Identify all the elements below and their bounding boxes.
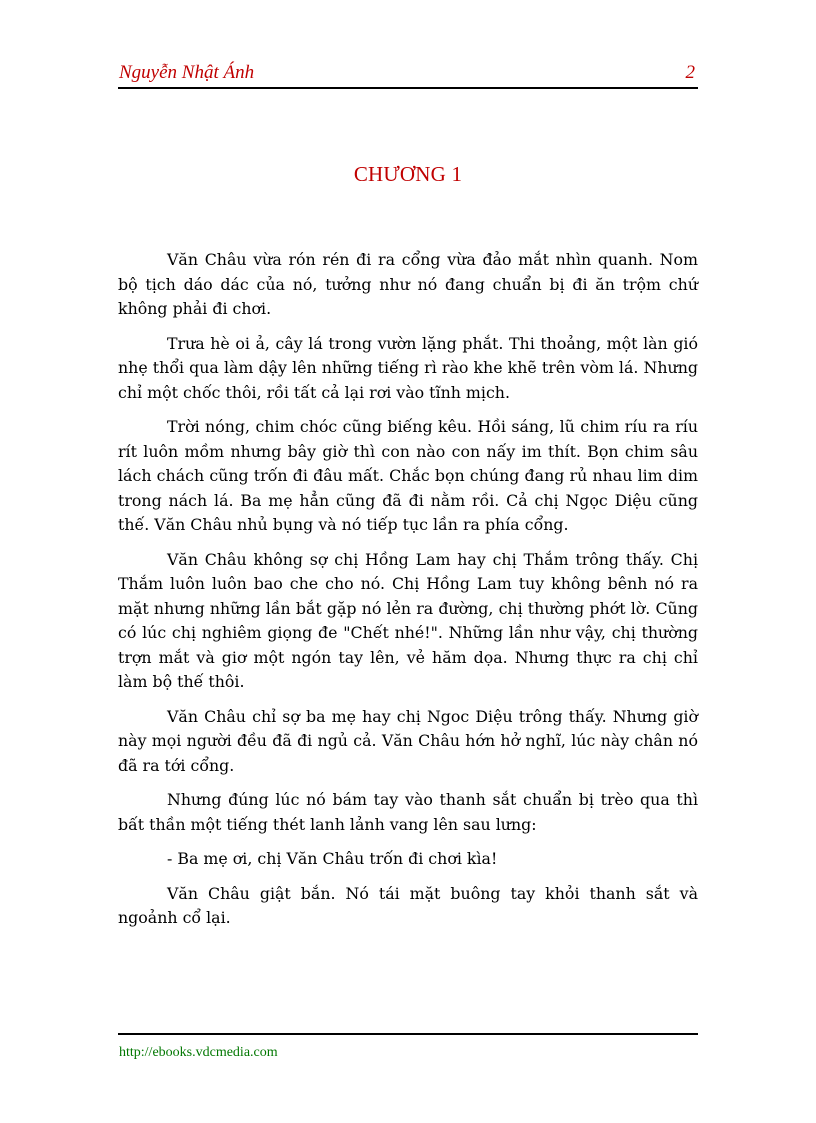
header-divider	[118, 87, 698, 89]
paragraph: Văn Châu chỉ sợ ba mẹ hay chị Ngoc Diệu trông thấy. Nhưng giờ này mọi người đều đã đi ngủ cả. Văn Châu hớn hở nghĩ, lúc này chân nó đã ra tới cổng.	[118, 706, 698, 775]
chapter-body	[118, 248, 698, 941]
paragraph: Văn Châu vừa rón rén đi ra cổng vừa đảo mắt nhìn quanh. Nom bộ tịch dáo dác của nó, tưởng như nó đang chuẩn bị đi ăn trộm chứ không phải đi chơi.	[118, 250, 698, 318]
paragraph: Trời nóng, chim chóc cũng biếng kêu. Hồi sáng, lũ chim ríu ra ríu rít luôn mồm nhưng bây giờ thì con nào con nấy im thít. Bọn chim sâu lách chách cũng trốn đi đâu mất. Chắc bọn chúng đang rủ nhau lim dim trong nách lá. Ba mẹ hẳn cũng đã đi nằm rồi. Cả chị Ngọc Diệu cũng thế. Văn Châu nhủ bụng và nó tiếp tục lần ra phía cổng.	[118, 417, 698, 534]
page-header	[119, 62, 697, 86]
chapter-title: CHƯƠNG 1	[353, 162, 463, 186]
paragraph: Văn Châu không sợ chị Hồng Lam hay chị Thắm trông thấy. Chị Thắm luôn luôn bao che cho nó. Chị Hồng Lam tuy không bênh nó ra mặt nhưng những lần bắt gặp nó lẻn ra đường, chị thường phớt lờ. Cũng có lúc chị nghiêm giọng đe "Chết nhé!". Những lần như vậy, chị thường trợn mắt và giơ một ngón tay lên, vẻ hăm dọa. Nhưng thực ra chị chỉ làm bộ thế thôi.	[118, 549, 698, 691]
header-page-number: 2	[685, 62, 695, 83]
footer-divider	[118, 1033, 698, 1035]
footer-url-link[interactable]: http://ebooks.vdcmedia.com	[119, 1045, 278, 1060]
paragraph: Văn Châu giật bắn. Nó tái mặt buông tay khỏi thanh sắt và ngoảnh cổ lại.	[118, 883, 698, 927]
header-author: Nguyễn Nhật Ánh	[119, 62, 255, 83]
dialogue-line: - Ba mẹ ơi, chị Văn Châu trốn đi chơi kìa!	[167, 849, 498, 868]
paragraph: Trưa hè oi ả, cây lá trong vườn lặng phắt. Thi thoảng, một làn gió nhẹ thổi qua làm dậy lên những tiếng rì rào khe khẽ trên vòm lá. Nhưng chỉ một chốc thôi, rồi tất cả lại rơi vào tĩnh mịch.	[118, 333, 698, 402]
paragraph: Nhưng đúng lúc nó bám tay vào thanh sắt chuẩn bị trèo qua thì bất thần một tiếng thét lanh lảnh vang lên sau lưng:	[118, 790, 698, 834]
